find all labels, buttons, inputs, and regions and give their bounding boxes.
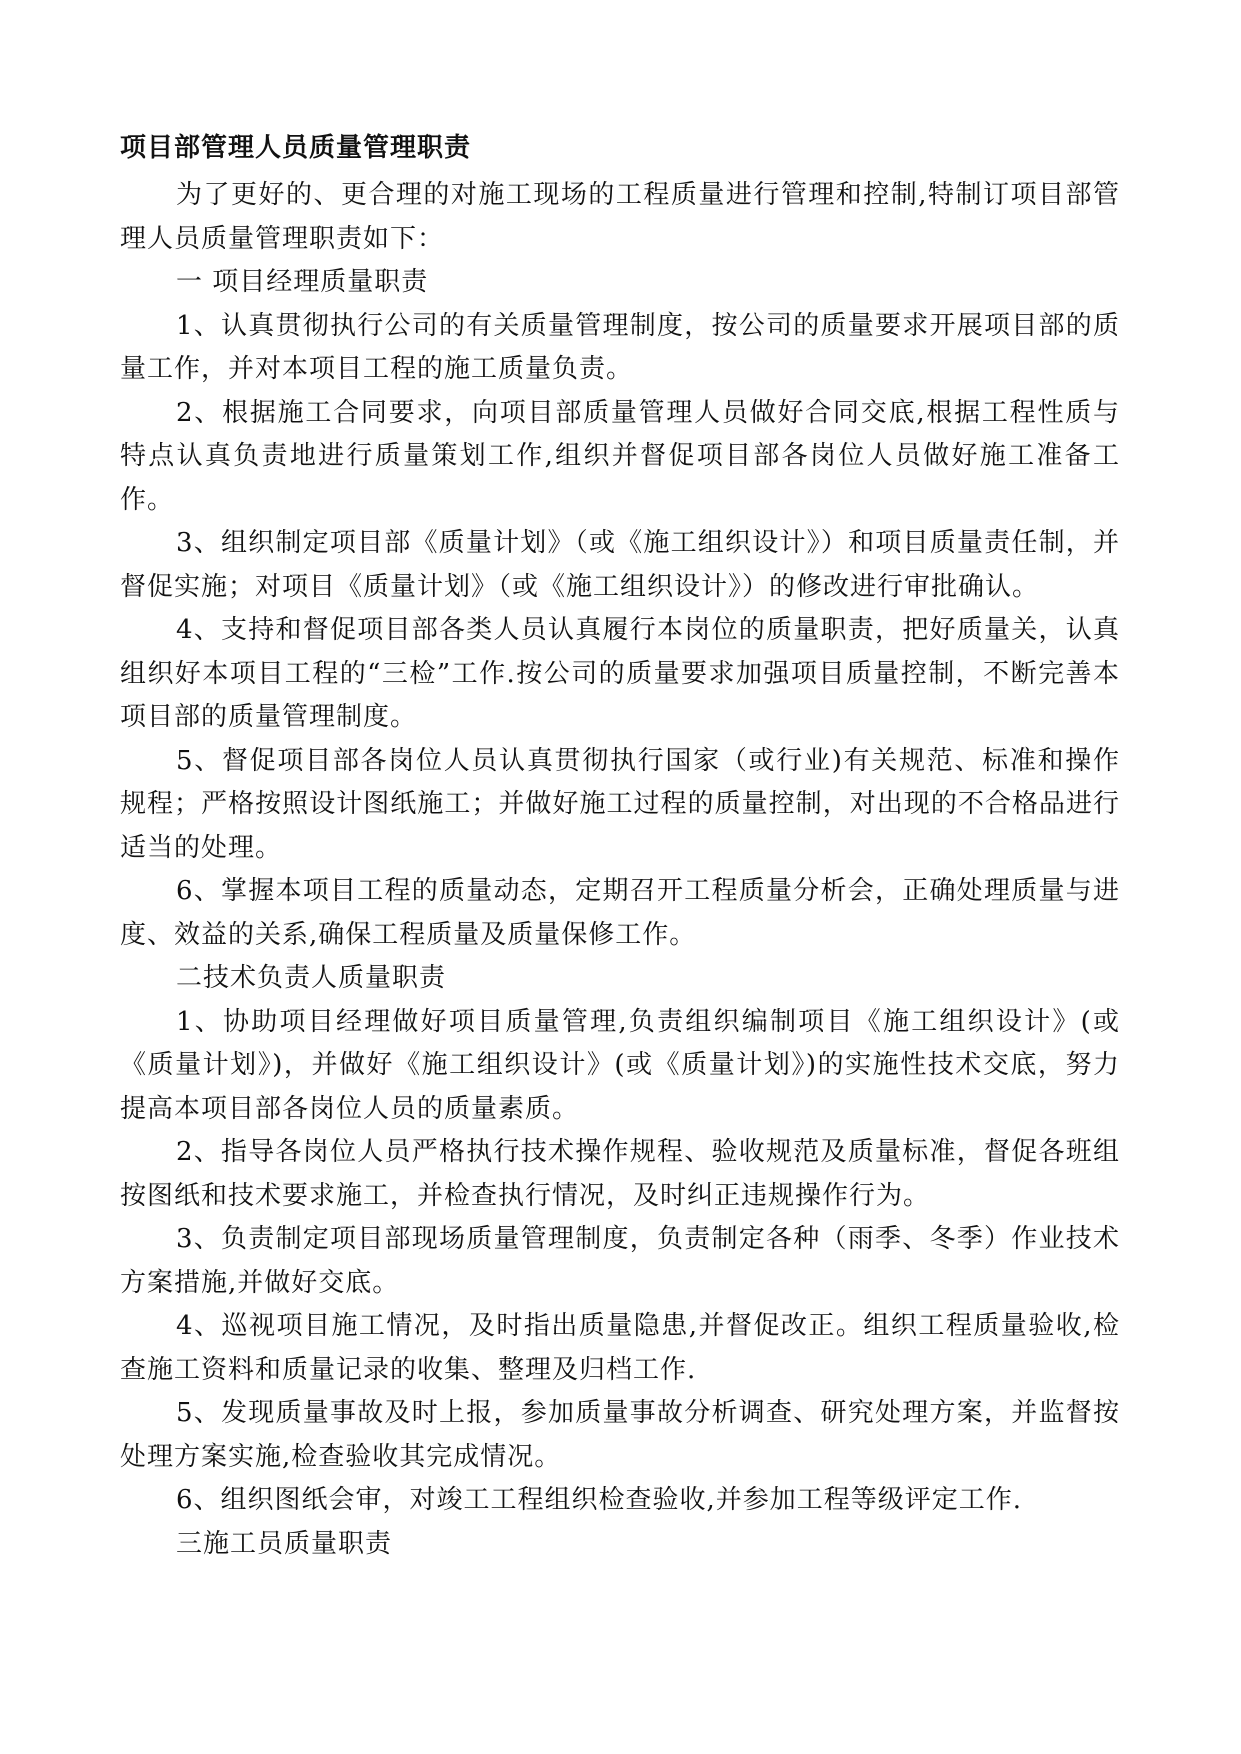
section-heading: 二技术负责人质量职责: [176, 963, 447, 993]
section-item: 1、协助项目经理做好项目质量管理,负责组织编制项目《施工组织设计》(或《质量计划》)，并做好《施工组织设计》(或《质量计划》)的实施性技术交底，努力提高本项目部各岗位人员的质量素质。: [120, 1006, 1120, 1124]
section-item: 3、组织制定项目部《质量计划》（或《施工组织设计》）和项目质量责任制，并督促实施；对项目《质量计划》（或《施工组织设计》）的修改进行审批确认。: [120, 528, 1120, 602]
section-item: 3、负责制定项目部现场质量管理制度，负责制定各种（雨季、冬季）作业技术方案措施,并做好交底。: [120, 1224, 1120, 1298]
section-construction-worker: [120, 1523, 1120, 1567]
section-item: 4、支持和督促项目部各类人员认真履行本岗位的质量职责，把好质量关，认真组织好本项目工程的“三检”工作.按公司的质量要求加强项目质量控制，不断完善本项目部的质量管理制度。: [120, 615, 1120, 732]
section-item: 4、巡视项目施工情况，及时指出质量隐患,并督促改正。组织工程质量验收,检查施工资料和质量记录的收集、整理及归档工作.: [120, 1311, 1120, 1385]
section-heading: 一 项目经理质量职责: [176, 267, 429, 297]
section-item: 2、根据施工合同要求，向项目部质量管理人员做好合同交底,根据工程性质与特点认真负责地进行质量策划工作,组织并督促项目部各岗位人员做好施工准备工作。: [120, 397, 1120, 515]
section-technical-lead: [120, 957, 1120, 1523]
section-project-manager: [120, 261, 1120, 957]
intro-paragraph: 为了更好的、更合理的对施工现场的工程质量进行管理和控制,特制订项目部管理人员质量管理职责如下：: [120, 180, 1120, 254]
section-item: 6、掌握本项目工程的质量动态，定期召开工程质量分析会，正确处理质量与进度、效益的关系,确保工程质量及质量保修工作。: [120, 876, 1120, 950]
section-item: 2、指导各岗位人员严格执行技术操作规程、验收规范及质量标准，督促各班组按图纸和技术要求施工，并检查执行情况，及时纠正违规操作行为。: [120, 1137, 1120, 1211]
document-title: 项目部管理人员质量管理职责: [120, 133, 472, 163]
section-item: 5、发现质量事故及时上报，参加质量事故分析调查、研究处理方案，并监督按处理方案实施,检查验收其完成情况。: [120, 1398, 1120, 1472]
section-heading: 三施工员质量职责: [176, 1528, 393, 1559]
document-page: [120, 126, 1120, 1566]
section-item: 5、督促项目部各岗位人员认真贯彻执行国家（或行业)有关规范、标准和操作规程；严格按照设计图纸施工；并做好施工过程的质量控制，对出现的不合格品进行适当的处理。: [120, 745, 1120, 863]
section-item: 6、组织图纸会审，对竣工工程组织检查验收,并参加工程等级评定工作.: [176, 1485, 1023, 1515]
section-item: 1、认真贯彻执行公司的有关质量管理制度，按公司的质量要求开展项目部的质量工作，并对本项目工程的施工质量负责。: [120, 310, 1120, 384]
